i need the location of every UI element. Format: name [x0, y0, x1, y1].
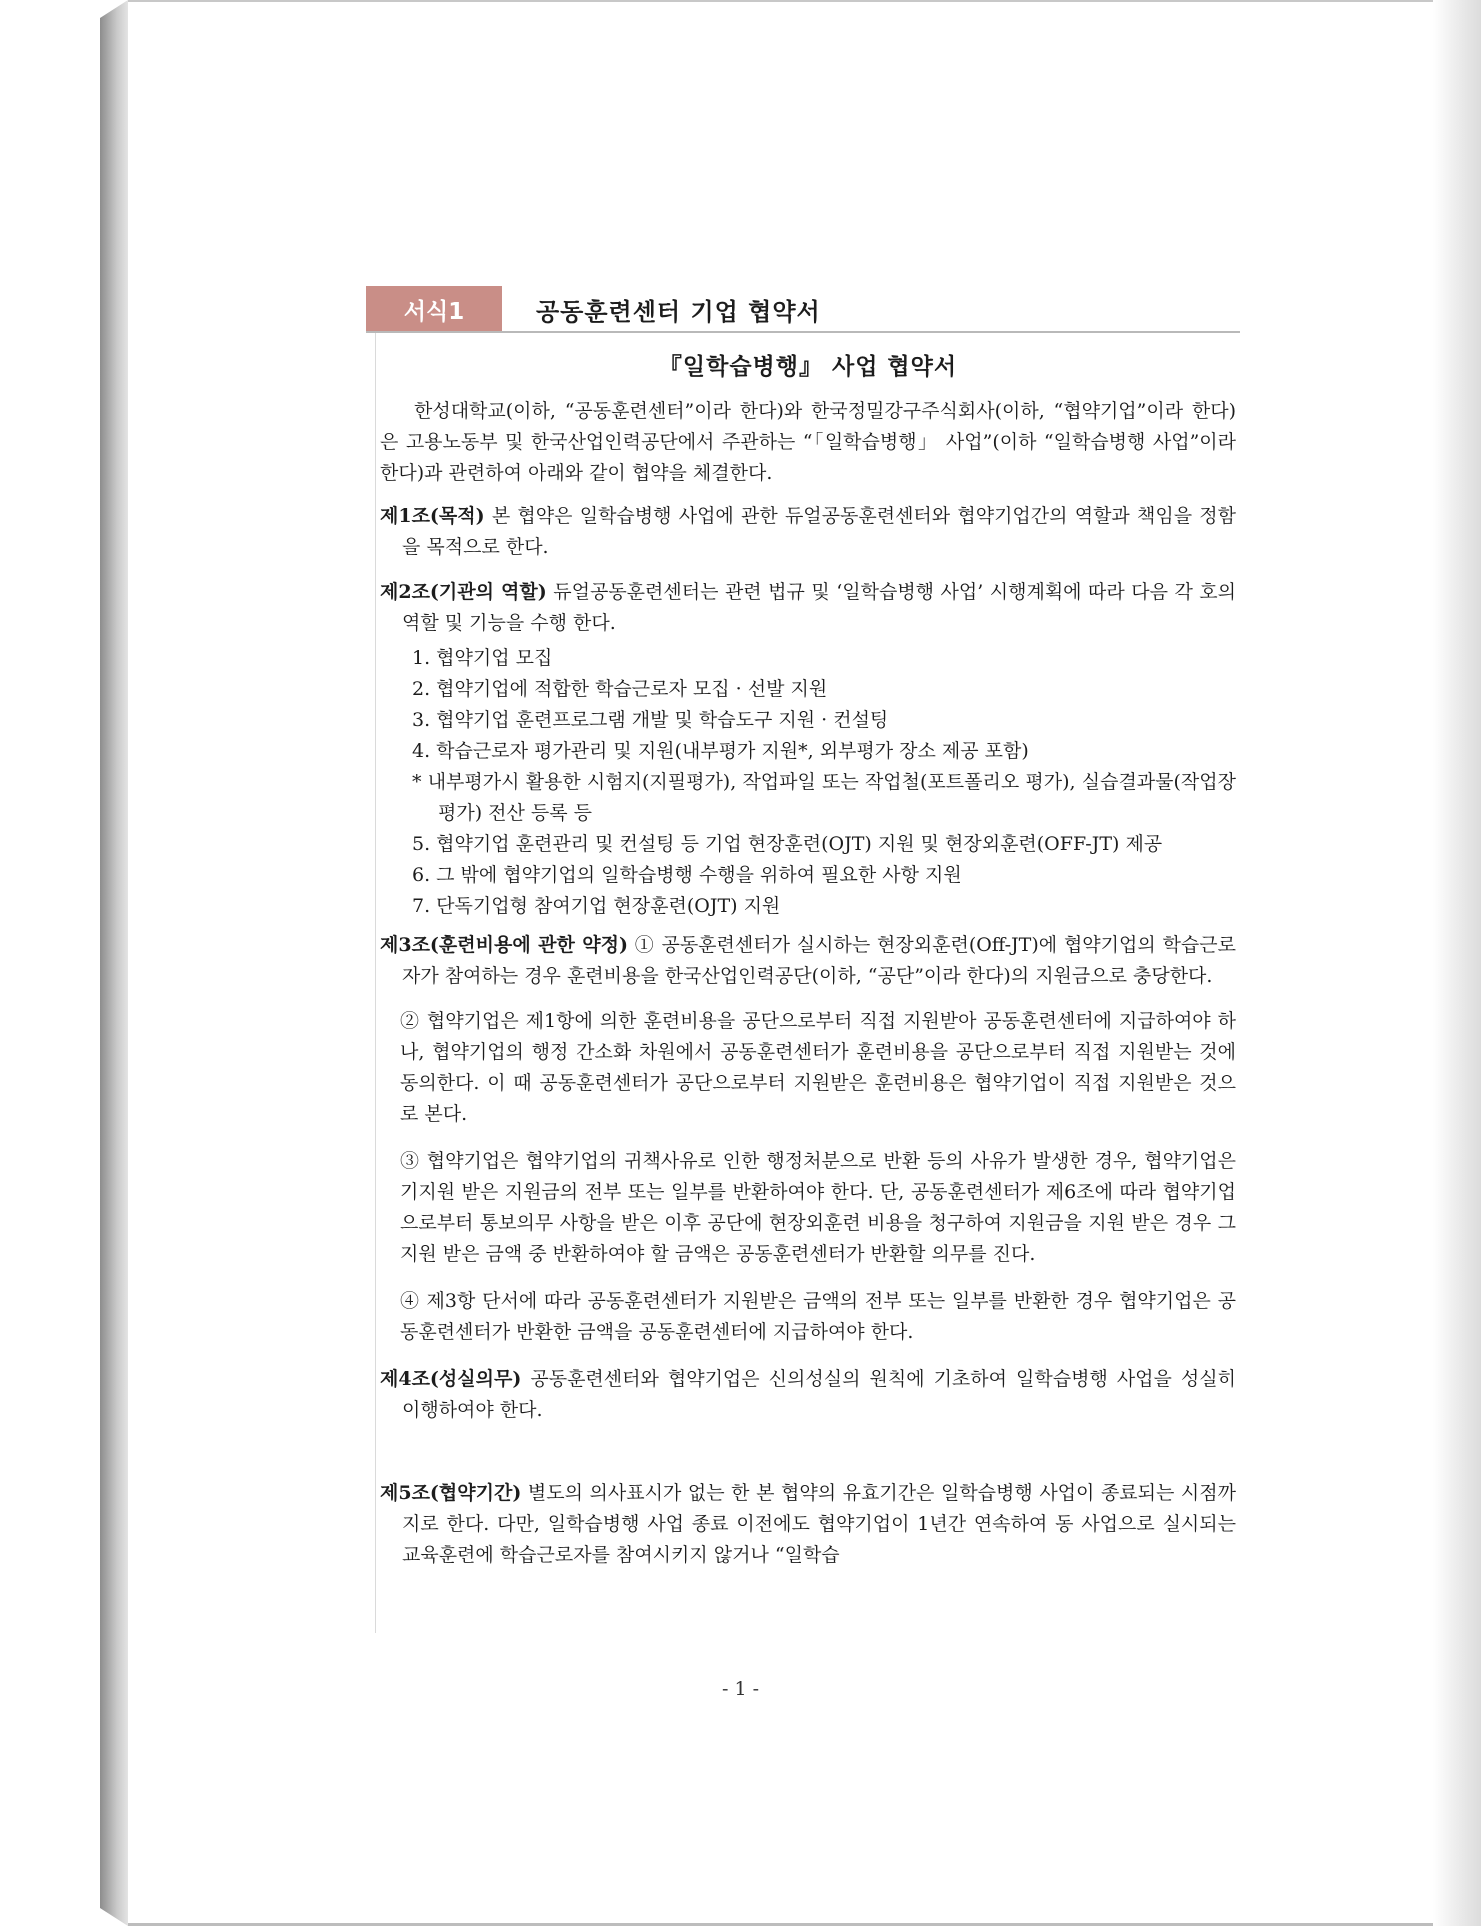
frame-line: [375, 333, 376, 1633]
article-3: [380, 930, 1236, 992]
intro-paragraph: 한성대학교(이하, “공동훈련센터”이라 한다)와 한국정밀강구주식회사(이하, “협약기업”이라 한다)은 고용노동부 및 한국산업인력공단에서 주관하는 “「일학습병행」 사업”(이하 “일학습병행 사업”이라 한다)과 관련하여 아래와 같이 협약을 체결한다.: [380, 400, 1236, 484]
article-3-paragraph-4: ④ 제3항 단서에 따라 공동훈련센터가 지원받은 금액의 전부 또는 일부를 반환한 경우 협약기업은 공동훈련센터가 반환한 금액을 공동훈련센터에 지급하여야 한다.: [400, 1290, 1236, 1343]
article-4-body: 공동훈련센터와 협약기업은 신의성실의 원칙에 기초하여 일학습병행 사업을 성실히 이행하여야 한다.: [402, 1368, 1236, 1421]
article-5-heading: 제5조(협약기간): [380, 1482, 522, 1504]
page-edge-right: [1433, 0, 1481, 1926]
document-title: 『일학습병행』 사업 협약서: [658, 353, 958, 380]
page-edge-left: [100, 0, 128, 1926]
article-1: [380, 501, 1236, 563]
article-2-items: [380, 643, 1236, 922]
form-title: 공동훈련센터 기업 협약서: [536, 297, 821, 326]
footnote-item: * 내부평가시 활용한 시험지(지필평가), 작업파일 또는 작업철(포트폴리오 평가), 실습결과물(작업장 평가) 전산 등록 등: [412, 771, 1236, 824]
article-5: [380, 1478, 1236, 1571]
list-item: 3. 협약기업 훈련프로그램 개발 및 학습도구 지원 · 컨설팅: [412, 709, 889, 731]
list-item: 7. 단독기업형 참여기업 현장훈련(OJT) 지원: [412, 895, 781, 917]
list-item: 4. 학습근로자 평가관리 및 지원(내부평가 지원*, 외부평가 장소 제공 포함): [412, 740, 1029, 762]
list-item: 2. 협약기업에 적합한 학습근로자 모집 · 선발 지원: [412, 678, 828, 700]
article-3-paragraph-2: ② 협약기업은 제1항에 의한 훈련비용을 공단으로부터 직접 지원받아 공동훈련센터에 지급하여야 하나, 협약기업의 행정 간소화 차원에서 공동훈련센터가 훈련비용을 공단으로부터 직접 지원받는 것에 동의한다. 이 때 공동훈련센터가 공단으로부터 지원받은 훈련비용은 협약기업이 직접 지원받은 것으로 본다.: [400, 1010, 1236, 1125]
article-4: [380, 1364, 1236, 1426]
list-item: 6. 그 밖에 협약기업의 일학습병행 수행을 위하여 필요한 사항 지원: [412, 864, 962, 886]
article-5-body: 별도의 의사표시가 없는 한 본 협약의 유효기간은 일학습병행 사업이 종료되는 시점까지로 한다. 다만, 일학습병행 사업 종료 이전에도 협약기업이 1년간 연속하여 동 사업으로 실시되는 교육훈련에 학습근로자를 참여시키지 않거나 “일학습: [402, 1482, 1236, 1566]
form-heading-rule: [366, 331, 1240, 333]
article-3-heading: 제3조(훈련비용에 관한 약정): [380, 934, 628, 956]
article-3-body: ① 공동훈련센터가 실시하는 현장외훈련(Off-JT)에 협약기업의 학습근로자가 참여하는 경우 훈련비용을 한국산업인력공단(이하, “공단”이라 한다)의 지원금으로 충당한다.: [402, 934, 1236, 987]
article-4-heading: 제4조(성실의무): [380, 1368, 522, 1390]
form-heading: [366, 286, 1240, 332]
article-1-heading: 제1조(목적): [380, 505, 485, 527]
article-2-heading: 제2조(기관의 역할): [380, 581, 547, 603]
form-tag: 서식1: [366, 286, 502, 332]
article-3-paragraph-3: ③ 협약기업은 협약기업의 귀책사유로 인한 행정처분으로 반환 등의 사유가 발생한 경우, 협약기업은 기지원 받은 지원금의 전부 또는 일부를 반환하여야 한다. 단, 공동훈련센터가 제6조에 따라 협약기업으로부터 통보의무 사항을 받은 이후 공단에 현장외훈련 비용을 청구하여 지원금을 지원 받은 경우 그 지원 받은 금액 중 반환하여야 할 금액은 공동훈련센터가 반환할 의무를 진다.: [400, 1150, 1236, 1265]
article-2-body: 듀얼공동훈련센터는 관련 법규 및 ‘일학습병행 사업’ 시행계획에 따라 다음 각 호의 역할 및 기능을 수행 한다.: [402, 581, 1237, 634]
article-2: [380, 577, 1236, 639]
page-top-border: [128, 0, 1433, 2]
agreement-document: [380, 348, 1236, 1585]
list-item: 1. 협약기업 모집: [412, 647, 553, 669]
article-1-body: 본 협약은 일학습병행 사업에 관한 듀얼공동훈련센터와 협약기업간의 역할과 책임을 정함을 목적으로 한다.: [402, 505, 1236, 558]
spacer: [380, 1440, 1236, 1478]
page-number: - 1 -: [721, 1678, 759, 1700]
list-item: 5. 협약기업 훈련관리 및 컨설팅 등 기업 현장훈련(OJT) 지원 및 현장외훈련(OFF-JT) 제공: [412, 833, 1163, 855]
